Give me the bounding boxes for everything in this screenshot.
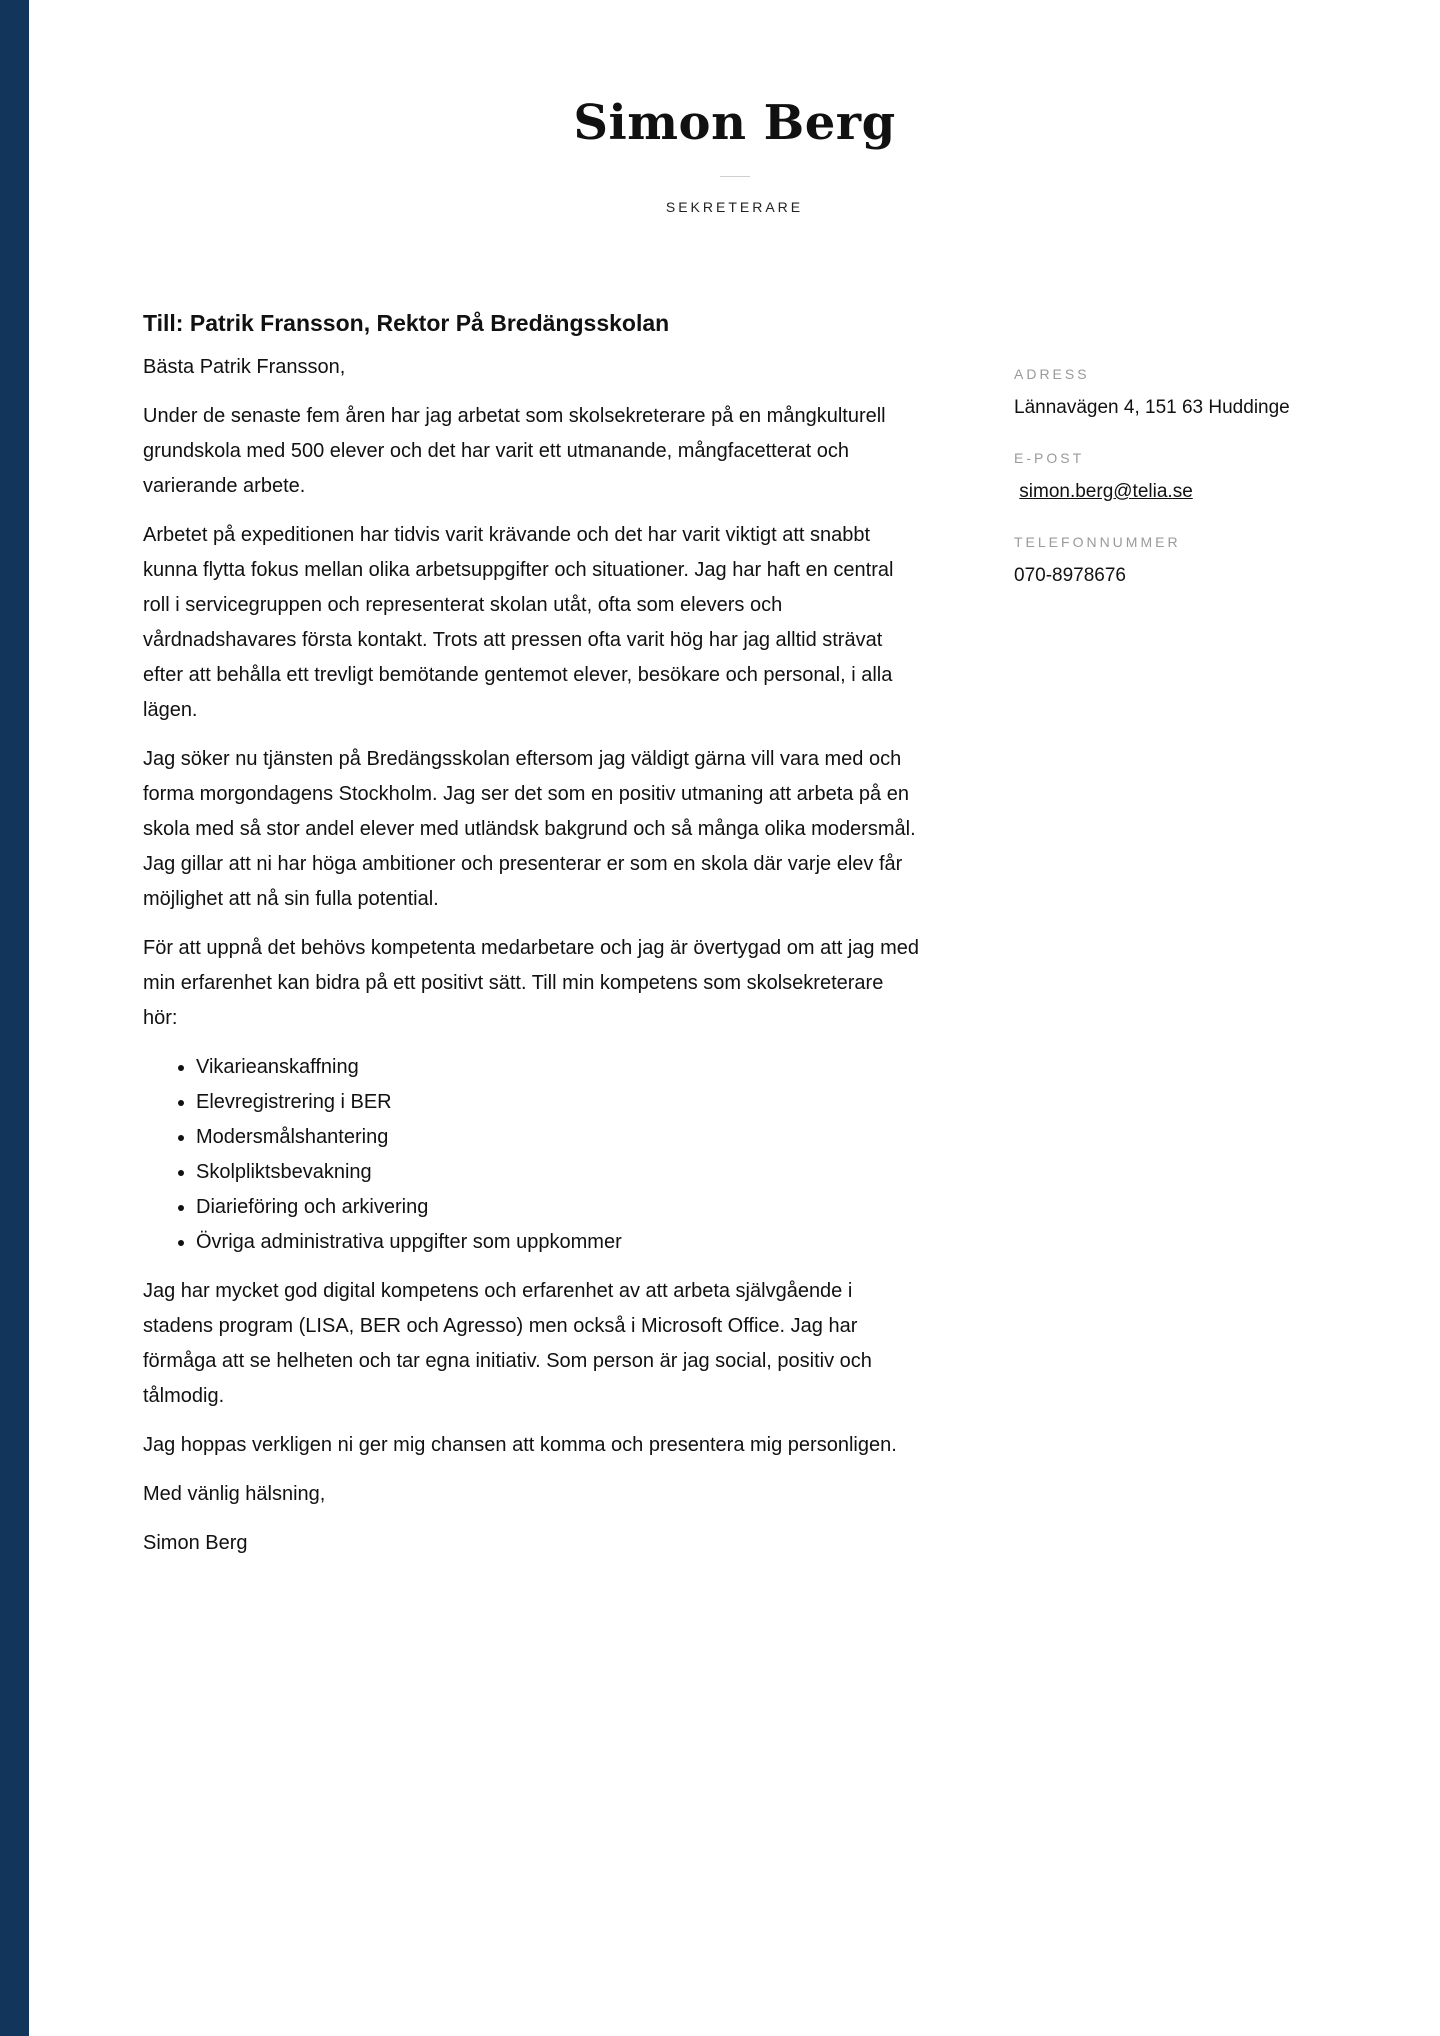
address-label: ADRESS [1014, 366, 1090, 382]
skills-list [143, 1050, 923, 1260]
signature: Simon Berg [143, 1532, 248, 1554]
list-item: • Modersmålshantering [196, 1120, 923, 1155]
paragraph-competence: För att uppnå det behövs kompetenta medarbetare och jag är övertygad om att jag med min erfarenhet kan bidra på ett positivt sätt. Till min kompetens som skolsekreterare hör: [143, 937, 920, 1029]
email-label: E-POST [1014, 450, 1085, 466]
header-divider [720, 176, 750, 177]
recipient-line: Till: Patrik Fransson, Rektor På Bredängsskolan [143, 310, 670, 336]
applicant-name: Simon Berg [573, 95, 896, 151]
job-title: SEKRETERARE [665, 199, 804, 215]
contact-sidebar [1014, 364, 1414, 616]
email-link[interactable]: simon.berg@telia.se [1019, 481, 1193, 502]
paragraph-experience: Arbetet på expeditionen har tidvis varit krävande och det har varit viktigt att snabbt kunna flytta fokus mellan olika arbetsuppgifter och situationer. Jag har haft en central roll i servicegruppen och representerat skolan utåt, ofta som elevers och vårdnadshavares första kontakt. Trots att pressen ofta varit hög har jag alltid strävat efter att behålla ett trevligt bemötande gentemot elever, besökare och personal, i alla lägen. [143, 524, 894, 721]
closing: Med vänlig hälsning, [143, 1483, 326, 1505]
list-item: • Vikarieanskaffning [196, 1050, 923, 1085]
phone-value: 070-8978676 [1014, 565, 1126, 586]
side-accent-bar [0, 0, 29, 2036]
paragraph-digital: Jag har mycket god digital kompetens och erfarenhet av att arbeta självgående i stadens program (LISA, BER och Agresso) men också i Microsoft Office. Jag har förmåga att se helheten och tar egna initiativ. Som person är jag social, positiv och tålmodig. [143, 1280, 872, 1407]
list-item: • Skolpliktsbevakning [196, 1155, 923, 1190]
paragraph-hope: Jag hoppas verkligen ni ger mig chansen att komma och presentera mig personligen. [143, 1434, 897, 1456]
list-item: • Elevregistrering i BER [196, 1085, 923, 1120]
letter-header [29, 88, 1440, 215]
paragraph-intro: Under de senaste fem åren har jag arbetat som skolsekreterare på en mångkulturell grundskola med 500 elever och det har varit ett utmanande, mångfacetterat och varierande arbete. [143, 405, 886, 497]
phone-label: TELEFONNUMMER [1014, 534, 1181, 550]
list-item: • Diarieföring och arkivering [196, 1190, 923, 1225]
greeting: Bästa Patrik Fransson, [143, 356, 346, 378]
letter-body [143, 306, 923, 1575]
address-value: Lännavägen 4, 151 63 Huddinge [1014, 397, 1290, 418]
list-item: • Övriga administrativa uppgifter som uppkommer [196, 1225, 923, 1260]
email-value [1014, 478, 1414, 506]
paragraph-motivation: Jag söker nu tjänsten på Bredängsskolan eftersom jag väldigt gärna vill vara med och forma morgondagens Stockholm. Jag ser det som en positiv utmaning att arbeta på en skola med så stor andel elever med utländsk bakgrund och så många olika modersmål. Jag gillar att ni har höga ambitioner och presenterar er som en skola där varje elev får möjlighet att nå sin fulla potential. [143, 748, 916, 910]
